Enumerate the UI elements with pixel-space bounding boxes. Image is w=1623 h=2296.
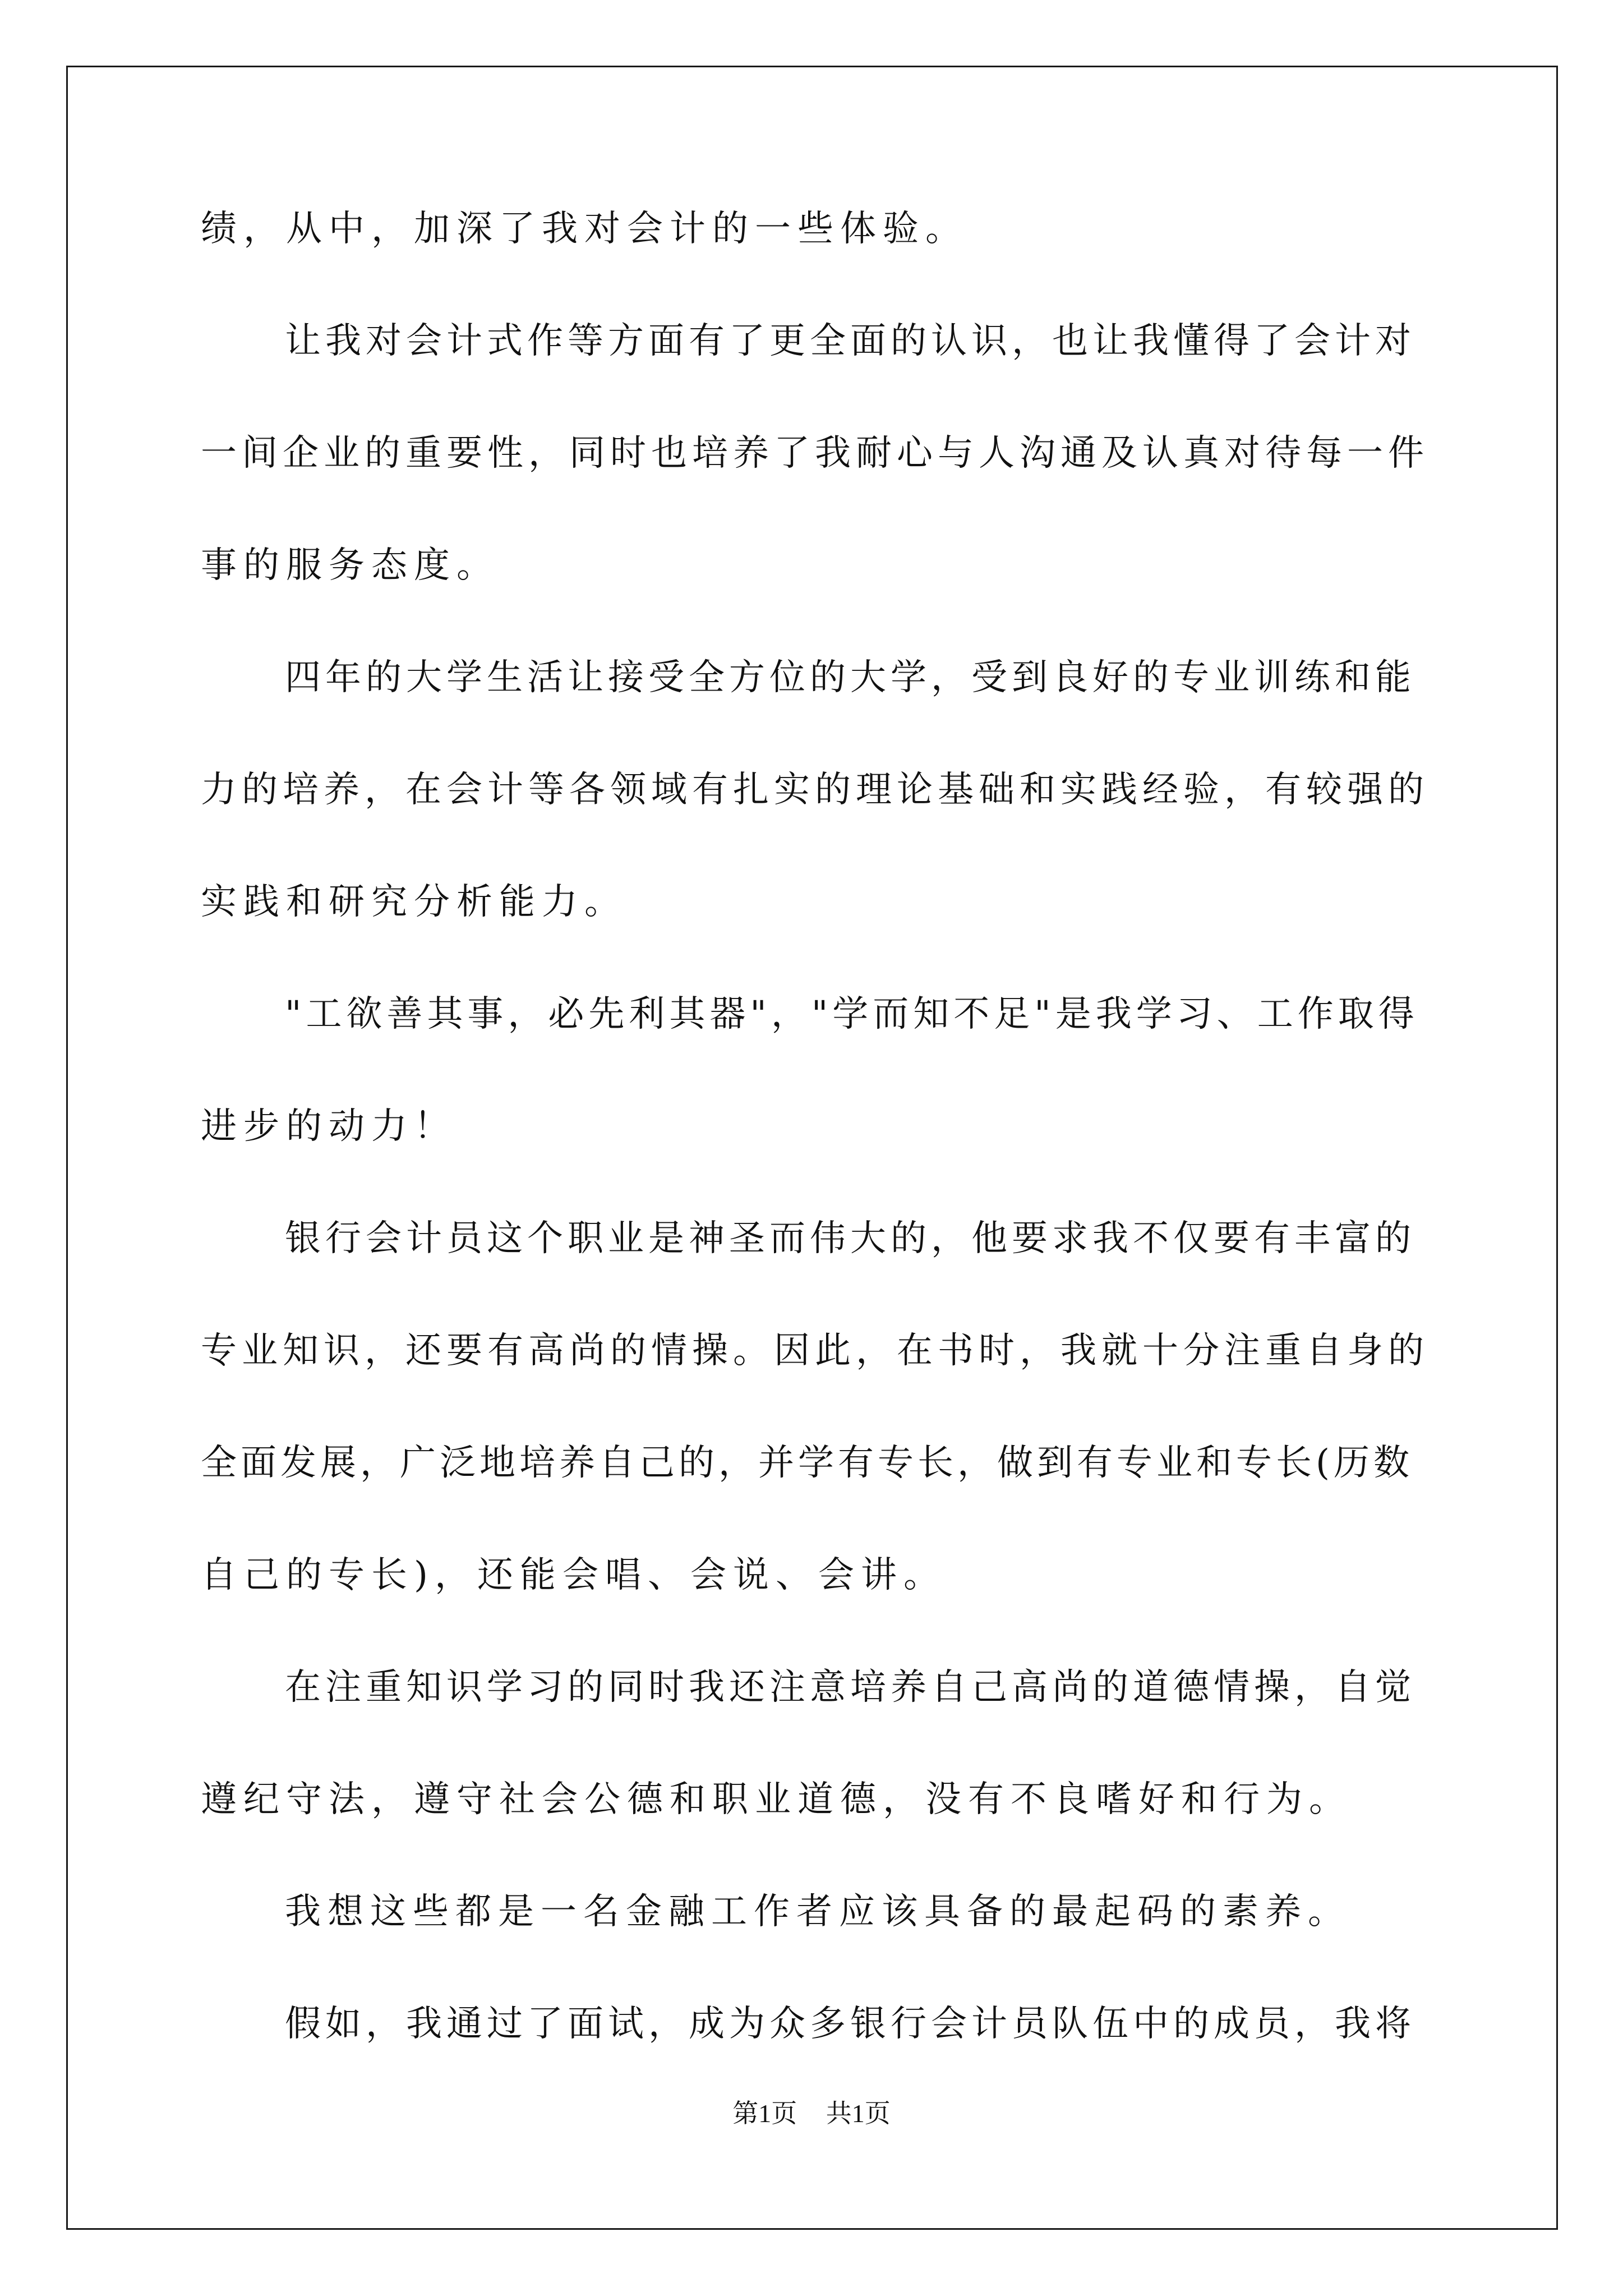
page-total: 共1页 [826,2099,891,2128]
text-line: 遵纪守法，遵守社会公德和职业道德，没有不良嗜好和行为。 [201,1779,1352,1820]
paragraph-start-line: 让我对会计式作等方面有了更全面的认识，也让我懂得了会计对 [285,320,1415,362]
text-line: 力的培养，在会计等各领域有扎实的理论基础和实践经验，有较强的 [201,769,1429,811]
paragraph-start-line: 在注重知识学习的同时我还注意培养自己高尚的道德情操，自觉 [285,1667,1415,1708]
text-line: 一间企业的重要性，同时也培养了我耐心与人沟通及认真对待每一件 [201,432,1429,474]
page-footer [0,2097,1623,2131]
paragraph-start-line: 我想这些都是一名金融工作者应该具备的最起码的素养。 [285,1891,1350,1932]
text-line: 进步的动力！ [201,1106,457,1147]
text-line: 实践和研究分析能力。 [201,881,627,923]
text-line: 绩，从中，加深了我对会计的一些体验。 [201,208,968,250]
paragraph-start-line: "工欲善其事，必先利其器"，"学而知不足"是我学习、工作取得 [285,993,1419,1035]
paragraph-start-line: 银行会计员这个职业是神圣而伟大的，他要求我不仅要有丰富的 [285,1218,1415,1259]
paragraph-start-line: 四年的大学生活让接受全方位的大学，受到良好的专业训练和能 [285,657,1415,698]
page-number: 第1页 [732,2099,797,2128]
paragraph-start-line: 假如，我通过了面试，成为众多银行会计员队伍中的成员，我将 [285,2003,1415,2045]
text-line: 事的服务态度。 [201,545,499,586]
text-line: 专业知识，还要有高尚的情操。因此，在书时，我就十分注重自身的 [201,1330,1429,1372]
text-line: 全面发展，广泛地培养自己的，并学有专长，做到有专业和专长(历数 [201,1442,1413,1484]
text-line: 自己的专长)，还能会唱、会说、会讲。 [201,1554,946,1596]
